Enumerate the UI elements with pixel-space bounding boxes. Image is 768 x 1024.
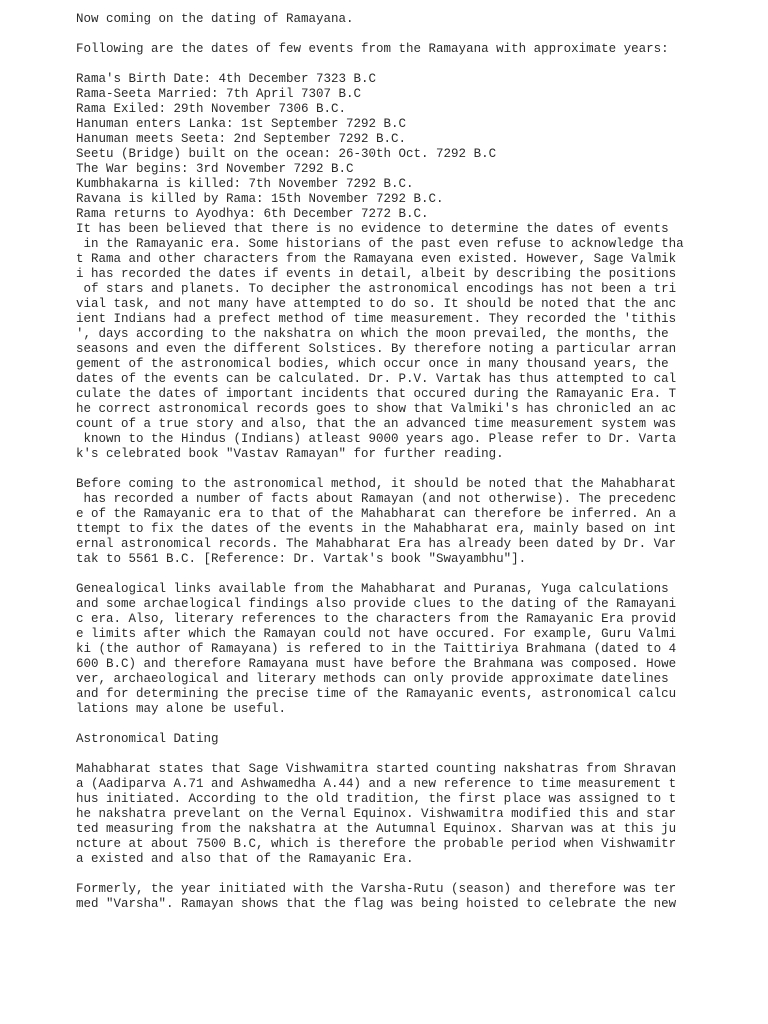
text-line: t Rama and other characters from the Ramayana even existed. However, Sage Valmik <box>76 252 677 266</box>
text-line: 600 B.C) and therefore Ramayana must have before the Brahmana was composed. Howe <box>76 657 677 671</box>
text-line: ', days according to the nakshatra on which the moon prevailed, the months, the <box>76 327 677 341</box>
date-item: Rama returns to Ayodhya: 6th December 7272 B.C. <box>76 207 429 221</box>
date-item: Rama's Birth Date: 4th December 7323 B.C <box>76 72 377 86</box>
date-item: Hanuman enters Lanka: 1st September 7292 B.C <box>76 117 407 131</box>
intro-paragraph <box>76 12 696 27</box>
date-item: Hanuman meets Seeta: 2nd September 7292 B.C. <box>76 132 407 146</box>
document-page <box>76 12 696 927</box>
date-item: Ravana is killed by Rama: 15th November 7292 B.C. <box>76 192 444 206</box>
text-line: a existed and also that of the Ramayanic Era. <box>76 852 414 866</box>
date-item: Seetu (Bridge) built on the ocean: 26-30th Oct. 7292 B.C <box>76 147 497 161</box>
text-line: e limits after which the Ramayan could not have occured. For example, Guru Valmi <box>76 627 677 641</box>
text-line: and for determining the precise time of the Ramayanic events, astronomical calcu <box>76 687 677 701</box>
text-line: has recorded a number of facts about Ramayan (and not otherwise). The precedenc <box>76 492 677 506</box>
date-item: Rama Exiled: 29th November 7306 B.C. <box>76 102 347 116</box>
text-line: Astronomical Dating <box>76 732 219 746</box>
text-line: c era. Also, literary references to the characters from the Ramayanic Era provid <box>76 612 677 626</box>
text-line: known to the Hindus (Indians) atleast 9000 years ago. Please refer to Dr. Varta <box>76 432 677 446</box>
text-line: vial task, and not many have attempted to do so. It should be noted that the anc <box>76 297 677 311</box>
text-line: hus initiated. According to the old tradition, the first place was assigned to t <box>76 792 677 806</box>
date-item: The War begins: 3rd November 7292 B.C <box>76 162 354 176</box>
body-paragraph <box>76 882 696 912</box>
text-line: e of the Ramayanic era to that of the Mahabharat can therefore be inferred. An a <box>76 507 677 521</box>
body-paragraph <box>76 582 696 717</box>
text-line: Before coming to the astronomical method, it should be noted that the Mahabharat <box>76 477 677 491</box>
body-paragraph <box>76 762 696 867</box>
text-line: med "Varsha". Ramayan shows that the flag was being hoisted to celebrate the new <box>76 897 677 911</box>
text-line: and some archaelogical findings also provide clues to the dating of the Ramayani <box>76 597 677 611</box>
date-item: Rama-Seeta Married: 7th April 7307 B.C <box>76 87 362 101</box>
text-line: count of a true story and also, that the an advanced time measurement system was <box>76 417 677 431</box>
dates-intro-paragraph <box>76 42 696 57</box>
text-line: he nakshatra prevelant on the Vernal Equinox. Vishwamitra modified this and star <box>76 807 677 821</box>
dates-list <box>76 72 696 222</box>
section-heading <box>76 732 696 747</box>
text-line: lations may alone be useful. <box>76 702 287 716</box>
intro-line: Now coming on the dating of Ramayana. <box>76 12 354 26</box>
text-line: of stars and planets. To decipher the astronomical encodings has not been a tri <box>76 282 677 296</box>
text-line: seasons and even the different Solstices. By therefore noting a particular arran <box>76 342 677 356</box>
text-line: in the Ramayanic era. Some historians of the past even refuse to acknowledge tha <box>76 237 684 251</box>
text-line: he correct astronomical records goes to show that Valmiki's has chronicled an ac <box>76 402 677 416</box>
date-item: Kumbhakarna is killed: 7th November 7292 B.C. <box>76 177 414 191</box>
dates-intro-line: Following are the dates of few events from the Ramayana with approximate years: <box>76 42 669 56</box>
body-paragraph <box>76 222 696 462</box>
text-line: ncture at about 7500 B.C, which is therefore the probable period when Vishwamitr <box>76 837 677 851</box>
text-line: ted measuring from the nakshatra at the Autumnal Equinox. Sharvan was at this ju <box>76 822 677 836</box>
text-line: Formerly, the year initiated with the Varsha-Rutu (season) and therefore was ter <box>76 882 677 896</box>
text-line: It has been believed that there is no evidence to determine the dates of events <box>76 222 669 236</box>
text-line: Genealogical links available from the Mahabharat and Puranas, Yuga calculations <box>76 582 677 596</box>
text-line: dates of the events can be calculated. Dr. P.V. Vartak has thus attempted to cal <box>76 372 677 386</box>
body-paragraphs <box>76 222 696 912</box>
text-line: ttempt to fix the dates of the events in the Mahabharat era, mainly based on int <box>76 522 677 536</box>
body-paragraph <box>76 477 696 567</box>
text-line: ver, archaeological and literary methods can only provide approximate datelines <box>76 672 677 686</box>
text-line: ki (the author of Ramayana) is refered to in the Taittiriya Brahmana (dated to 4 <box>76 642 677 656</box>
text-line: gement of the astronomical bodies, which occur once in many thousand years, the <box>76 357 677 371</box>
text-line: a (Aadiparva A.71 and Ashwamedha A.44) and a new reference to time measurement t <box>76 777 677 791</box>
text-line: ernal astronomical records. The Mahabharat Era has already been dated by Dr. Var <box>76 537 677 551</box>
text-line: tak to 5561 B.C. [Reference: Dr. Vartak's book "Swayambhu"]. <box>76 552 527 566</box>
text-line: ient Indians had a prefect method of time measurement. They recorded the 'tithis <box>76 312 677 326</box>
text-line: k's celebrated book "Vastav Ramayan" for further reading. <box>76 447 504 461</box>
text-line: i has recorded the dates if events in detail, albeit by describing the positions <box>76 267 677 281</box>
text-line: Mahabharat states that Sage Vishwamitra started counting nakshatras from Shravan <box>76 762 677 776</box>
text-line: culate the dates of important incidents that occured during the Ramayanic Era. T <box>76 387 677 401</box>
